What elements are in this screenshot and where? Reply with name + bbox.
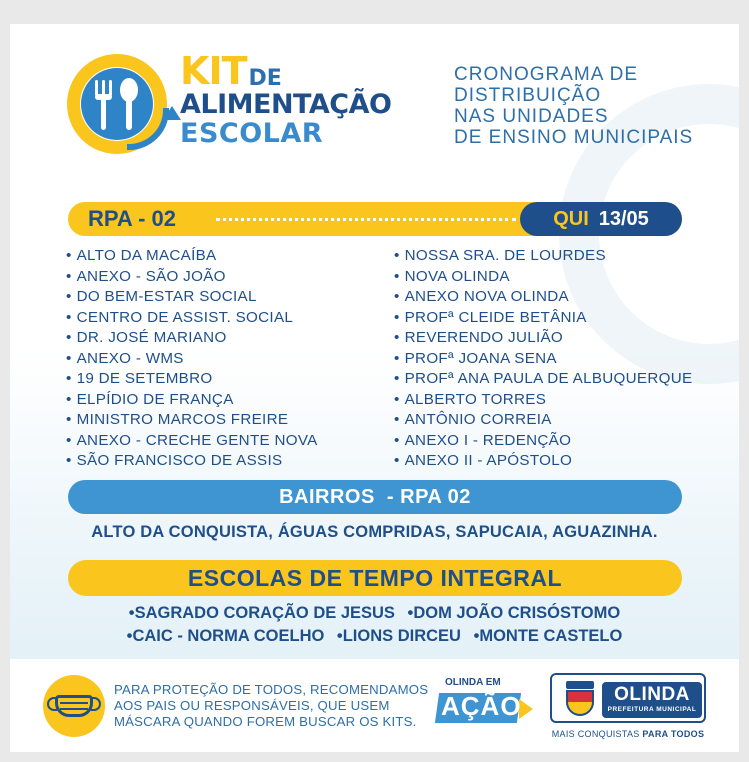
school-item: • NOVA OLINDA [394, 267, 692, 288]
date-value: 13/05 [598, 207, 649, 230]
logo-de: DE [248, 66, 282, 91]
school-item: • PROFª JOANA SENA [394, 349, 692, 370]
school-list-left [66, 246, 318, 472]
school-item: • ELPÍDIO DE FRANÇA [66, 390, 318, 411]
integral-school: • DOM JOÃO CRISÓSTOMO [408, 604, 621, 622]
schedule-heading-line: DE ENSINO MUNICIPAIS [454, 127, 694, 148]
olinda-subtitle: PREFEITURA MUNICIPAL [607, 706, 697, 713]
integral-school: • SAGRADO CORAÇÃO DE JESUS [129, 604, 395, 622]
footer [10, 659, 739, 752]
school-item: • ALTO DA MACAÍBA [66, 246, 318, 267]
school-item: • 19 DE SETEMBRO [66, 369, 318, 390]
date-day: QUI [553, 207, 589, 230]
school-item: • ANEXO - WMS [66, 349, 318, 370]
school-item: • NOSSA SRA. DE LOURDES [394, 246, 692, 267]
school-item: • REVERENDO JULIÃO [394, 328, 692, 349]
school-item: • CENTRO DE ASSIST. SOCIAL [66, 308, 318, 329]
school-item: • ANEXO I - REDENÇÃO [394, 431, 692, 452]
school-item: • ANEXO NOVA OLINDA [394, 287, 692, 308]
school-item: • ANEXO - SÃO JOÃO [66, 267, 318, 288]
bairros-list: ALTO DA CONQUISTA, ÁGUAS COMPRIDAS, SAPUCAIA, AGUAZINHA. [91, 523, 658, 541]
spoon-icon [120, 78, 140, 130]
school-item: • ANEXO - CRECHE GENTE NOVA [66, 431, 318, 452]
school-list-right [394, 246, 692, 472]
schedule-heading-line: NAS UNIDADES [454, 106, 609, 127]
schedule-heading-line: DISTRIBUIÇÃO [454, 85, 602, 106]
mask-advice [114, 682, 429, 730]
logo-text [180, 49, 392, 149]
schedule-heading [454, 64, 724, 148]
advice-line: PARA PROTEÇÃO DE TODOS, RECOMENDAMOS [114, 682, 429, 697]
school-item: • PROFª ANA PAULA DE ALBUQUERQUE [394, 369, 692, 390]
school-item: • DR. JOSÉ MARIANO [66, 328, 318, 349]
logo-kit: KIT [180, 49, 247, 93]
dotted-divider [216, 218, 516, 221]
prefeitura-olinda-logo [550, 673, 706, 743]
school-item: • ANEXO II - APÓSTOLO [394, 451, 692, 472]
school-item: • DO BEM-ESTAR SOCIAL [66, 287, 318, 308]
integral-school: • MONTE CASTELO [474, 627, 623, 645]
school-item: • SÃO FRANCISCO DE ASSIS [66, 451, 318, 472]
integral-line-1 [10, 604, 739, 623]
slogan [550, 729, 706, 739]
slogan-part-b: PARA TODOS [642, 729, 705, 739]
logo-alimentacao: ALIMENTAÇÃO [180, 89, 392, 120]
rpa-label: RPA - 02 [88, 206, 177, 231]
logo-arrow-head [163, 106, 181, 120]
rpa-banner [68, 202, 682, 236]
date-pill [520, 202, 682, 236]
bairros-banner: BAIRROS - RPA 02 [68, 480, 682, 514]
flyer-card [10, 24, 739, 752]
integral-school: • LIONS DIRCEU [337, 627, 461, 645]
fork-icon [95, 80, 115, 130]
advice-line: AOS PAIS OU RESPONSÁVEIS, QUE USEM [114, 698, 390, 713]
integral-school: • CAIC - NORMA COELHO [127, 627, 325, 645]
integral-line-2 [10, 627, 739, 646]
integral-banner: ESCOLAS DE TEMPO INTEGRAL [68, 560, 682, 596]
face-mask-icon [43, 675, 105, 737]
kit-logo [67, 50, 397, 160]
logo-escolar: ESCOLAR [180, 118, 324, 149]
acao-word: AÇÃO [441, 691, 522, 721]
schedule-heading-line: CRONOGRAMA DE [454, 64, 639, 85]
slogan-part-a: MAIS CONQUISTAS [551, 729, 643, 739]
city-crest-icon [562, 681, 598, 717]
olinda-name: OLINDA [614, 684, 690, 705]
school-item: • ALBERTO TORRES [394, 390, 692, 411]
olinda-em-acao-logo [435, 677, 535, 737]
advice-line: MÁSCARA QUANDO FOREM BUSCAR OS KITS. [114, 714, 417, 729]
school-item: • PROFª CLEIDE BETÂNIA [394, 308, 692, 329]
school-item: • MINISTRO MARCOS FREIRE [66, 410, 318, 431]
acao-top-text: OLINDA EM [445, 677, 501, 688]
school-item: • ANTÔNIO CORREIA [394, 410, 692, 431]
